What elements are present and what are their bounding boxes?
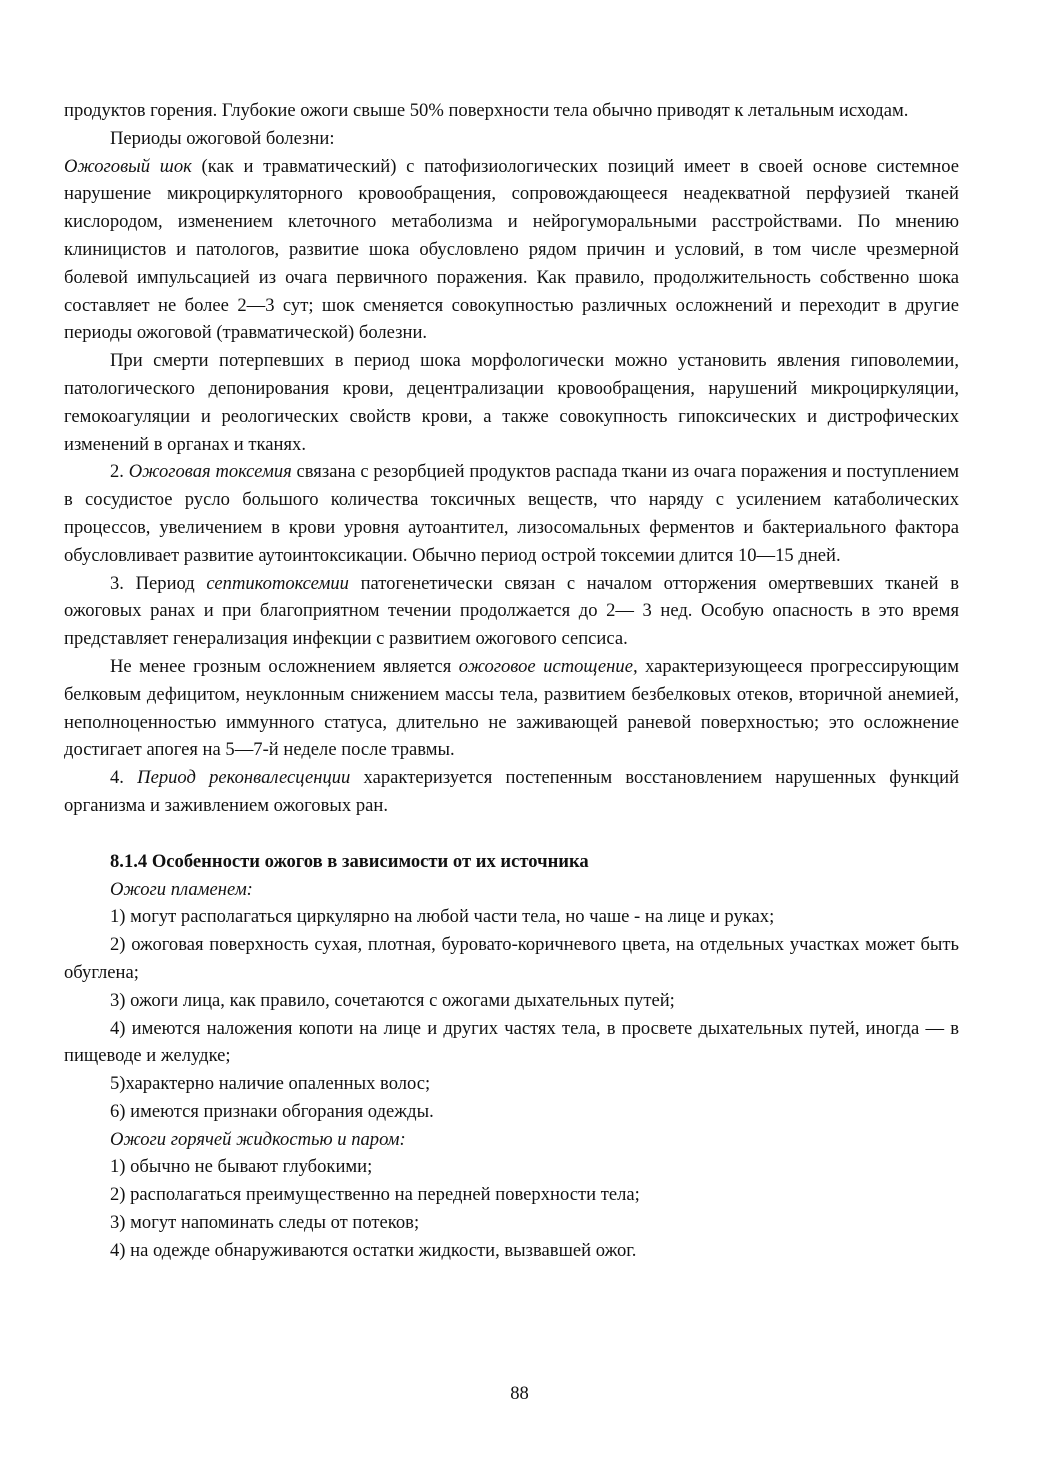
list-number: 2. [110,461,129,483]
flame-list-item: 5)характерно наличие опаленных волос; [110,1073,431,1095]
paragraph-death-in-shock: При смерти потерпевших в период шока морфологически можно установить явления гиповолемии, патологического депонирования крови, децентрализации кровообращения, нарушений микроциркуляции, гемокоагуляции и реологических свойств крови, а также совокупность гипоксических и дистрофических изменений в органах и тканях. [64,350,959,455]
text-septicotoxemia-pre: 3. Период [110,572,207,594]
paragraph-toxemia [64,458,959,569]
term-septicotoxemia: септикотоксемии [206,572,349,594]
text-burn-shock: (как и травматический) с патофизиологических позиций имеет в своей основе системное нарушение микроциркуляторного кровообращения, сопровождающееся неадекватной перфузией тканей кислородом, изменением клеточного метаболизма и нейрогуморальными расстройствами. По мнению клиницистов и патологов, развитие шока обусловлено рядом причин и условий, в том числе чрезмерной болевой импульсацией из очага первичного поражения. Как правило, продолжительность собственно шока составляет не более 2—3 сут; шок сменяется совокупностью различных осложнений и переходит в другие периоды ожоговой (травматической) болезни. [64,155,959,344]
flame-subheading: Ожоги пламенем: [110,878,253,900]
page-number: 88 [510,1383,529,1404]
paragraph-periods-intro: Периоды ожоговой болезни: [110,127,335,149]
paragraph-convalescence [64,764,959,820]
flame-list-item: 3) ожоги лица, как правило, сочетаются с ожогами дыхательных путей; [110,989,675,1011]
liquid-list-item: 4) на одежде обнаруживаются остатки жидкости, вызвавшей ожог. [110,1239,637,1261]
text-convalescence: характеризуется постепенным восстановлением нарушенных функций организма и заживлением ожоговых ран. [64,767,960,816]
flame-list-item: 1) могут располагаться циркулярно на любой части тела, но чаше - на лице и руках; [110,906,775,928]
paragraph-septicotoxemia [64,570,959,653]
liquid-list-item: 1) обычно не бывают глубокими; [110,1156,373,1178]
term-exhaustion: ожоговое истощение, [458,655,638,677]
term-convalescence: Период реконвалесценции [137,767,351,789]
list-number: 4. [110,767,138,789]
section-spacer [64,820,959,848]
text-septicotoxemia: патогенетически связан с началом отторжения омертвевших тканей в ожоговых ранах и при благоприятном течении продолжается до 2— 3 нед. Особую опасность в это время представляет генерализация инфекции с развитием ожогового сепсиса. [64,572,959,650]
text-exhaustion: характеризующееся прогрессирующим белковым дефицитом, неуклонным снижением массы тела, развитием безбелковых отеков, вторичной анемией, неполноценностью иммунного статуса, длительно не заживающей раневой поверхностью; это осложнение достигает апогея на 5—7-й неделе после травмы. [64,655,959,761]
liquid-list-item: 2) располагаться преимущественно на передней поверхности тела; [110,1184,640,1206]
flame-list-item: 4) имеются наложения копоти на лице и других частях тела, в просвете дыхательных путей, иногда — в пищеводе и желудке; [64,1017,959,1067]
liquid-list-item: 3) могут напоминать следы от потеков; [110,1212,420,1234]
text-exhaustion-pre: Не менее грозным осложнением является [110,655,459,677]
page-body [64,97,959,1265]
section-heading: 8.1.4 Особенности ожогов в зависимости от их источника [110,850,589,872]
term-burn-shock: Ожоговый шок [64,155,192,177]
paragraph-combustion: продуктов горения. Глубокие ожоги свыше 50% поверхности тела обычно приводят к летальным исходам. [64,100,909,121]
flame-list-item: 6) имеются признаки обгорания одежды. [110,1100,434,1122]
paragraph-burn-shock [64,153,959,348]
liquid-subheading: Ожоги горячей жидкостью и паром: [110,1128,406,1150]
paragraph-exhaustion [64,653,959,764]
term-toxemia: Ожоговая токсемия [128,461,292,483]
text-toxemia: связана с резорбцией продуктов распада ткани из очага поражения и поступлением в сосудистое русло большого количества токсичных веществ, что наряду с усилением катаболических процессов, увеличением в крови уровня аутоантител, лизосомальных ферментов и бактериального фактора обусловливает развитие аутоинтоксикации. Обычно период острой токсемии длится 10—15 дней. [64,461,960,566]
flame-list-item: 2) ожоговая поверхность сухая, плотная, буровато-коричневого цвета, на отдельных участках может быть обуглена; [64,934,959,983]
